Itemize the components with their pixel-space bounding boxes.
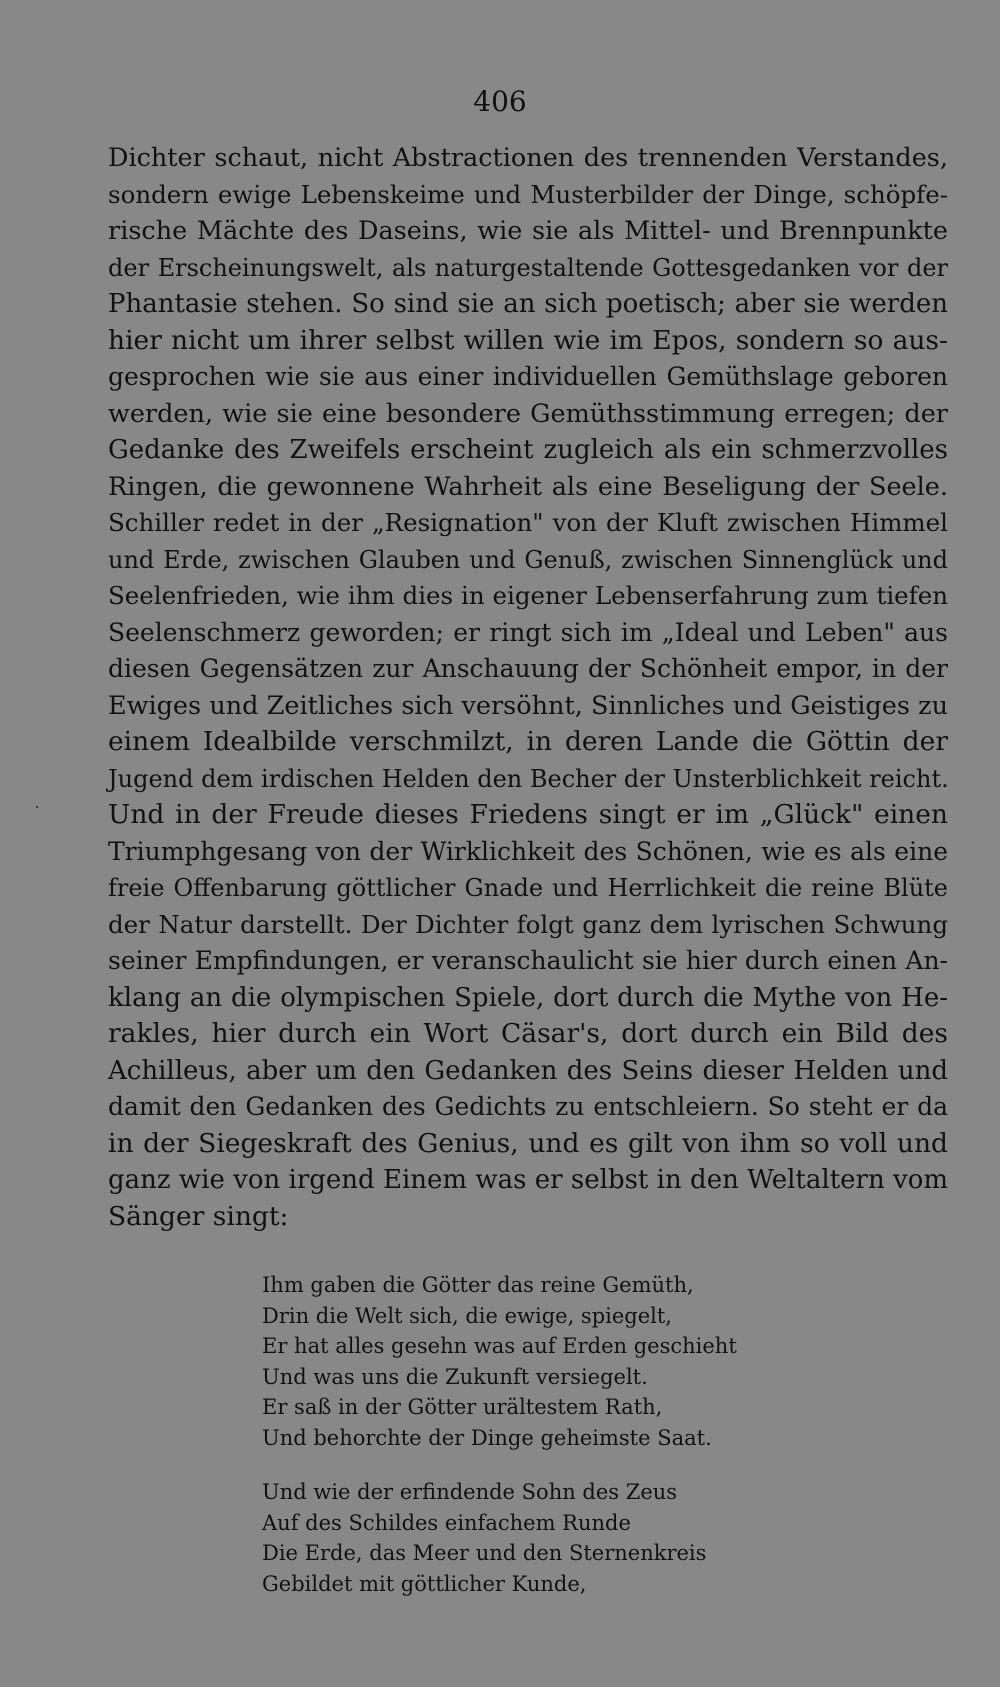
text-line: seiner Empfindungen, er veranschaulicht sie hier durch einen An- — [108, 946, 948, 975]
text-line: Phantasie stehen. So sind sie an sich poetisch; aber sie werden — [108, 289, 948, 319]
text-line-last: Sänger singt: — [108, 1200, 289, 1232]
text-line: Dichter schaut, nicht Abstractionen des trennenden Verstandes, — [108, 143, 948, 173]
verse-line: Auf des Schildes einfachem Runde — [262, 1510, 631, 1535]
verse-line: Die Erde, das Meer und den Sternenkreis — [262, 1541, 707, 1565]
verse-stanza-1 — [262, 1270, 737, 1453]
text-line: in der Siegeskraft des Genius, und es gilt von ihm so voll und — [108, 1127, 948, 1159]
verse-line: Er saß in der Götter urältestem Rath, — [262, 1395, 663, 1419]
verse-line: Er hat alles gesehn was auf Erden geschieht — [262, 1334, 737, 1358]
verse-stanza-2 — [262, 1477, 706, 1599]
verse-line: Drin die Welt sich, die ewige, spiegelt, — [262, 1303, 672, 1328]
text-line: damit den Gedanken des Gedichts zu entschleiern. So steht er da — [108, 1092, 948, 1121]
page-number: 406 — [473, 85, 527, 118]
text-line: einem Idealbilde verschmilzt, in deren Lande die Göttin der — [108, 726, 948, 757]
text-line: gesprochen wie sie aus einer individuellen Gemüthslage geboren — [108, 362, 948, 391]
text-line: Ringen, die gewonnene Wahrheit als eine Beseligung der Seele. — [108, 471, 948, 502]
verse-line: Und wie der erfindende Sohn des Zeus — [262, 1480, 678, 1504]
text-line: Gedanke des Zweifels erscheint zugleich als ein schmerzvolles — [108, 435, 948, 465]
text-line: rakles, hier durch ein Wort Cäsar's, dort durch ein Bild des — [108, 1018, 948, 1049]
text-line: Jugend dem irdischen Helden den Becher der Unsterblichkeit reicht. — [108, 764, 949, 793]
text-line: der Erscheinungswelt, als naturgestaltende Gottesgedanken vor der — [108, 253, 948, 282]
text-line: Seelenschmerz geworden; er ringt sich im „Ideal und Leben" aus — [108, 617, 948, 647]
text-line: Ewiges und Zeitliches sich versöhnt, Sinnliches und Geistiges zu — [108, 690, 948, 721]
text-line: rische Mächte des Daseins, wie sie als Mittel- und Brennpunkte — [108, 216, 948, 246]
body-paragraph — [108, 140, 948, 1235]
text-line: werden, wie sie eine besondere Gemüthsstimmung erregen; der — [108, 398, 948, 429]
verse-line: Und behorchte der Dinge geheimste Saat. — [262, 1425, 712, 1450]
text-line: und Erde, zwischen Glauben und Genuß, zwischen Sinnenglück und — [108, 545, 948, 574]
text-line: Triumphgesang von der Wirklichkeit des Schönen, wie es als eine — [108, 836, 948, 866]
text-line: klang an die olympischen Spiele, dort durch die Mythe von He- — [108, 982, 948, 1013]
text-line: Seelenfrieden, wie ihm dies in eigener Lebenserfahrung zum tiefen — [108, 581, 948, 610]
text-line: Achilleus, aber um den Gedanken des Seins dieser Helden und — [108, 1055, 948, 1086]
text-line: diesen Gegensätzen zur Anschauung der Schönheit empor, in der — [108, 654, 948, 683]
text-line: der Natur darstellt. Der Dichter folgt ganz dem lyrischen Schwung — [108, 909, 948, 939]
verse-line: Ihm gaben die Götter das reine Gemüth, — [262, 1273, 694, 1297]
text-line: Und in der Freude dieses Friedens singt er im „Glück" einen — [108, 799, 948, 830]
verse-line: Gebildet mit göttlicher Kunde, — [262, 1571, 587, 1596]
text-line: ganz wie von irgend Einem was er selbst in den Weltaltern vom — [108, 1165, 948, 1195]
text-line: sondern ewige Lebenskeime und Musterbilder der Dinge, schöpfe- — [108, 179, 948, 209]
text-line: freie Offenbarung göttlicher Gnade und Herrlichkeit die reine Blüte — [108, 874, 948, 902]
verse-line: Und was uns die Zukunft versiegelt. — [262, 1364, 648, 1389]
text-line: Schiller redet in der „Resignation" von der Kluft zwischen Himmel — [108, 508, 948, 537]
text-line: hier nicht um ihrer selbst willen wie im Epos, sondern so aus- — [108, 324, 948, 356]
margin-speck — [36, 806, 38, 808]
